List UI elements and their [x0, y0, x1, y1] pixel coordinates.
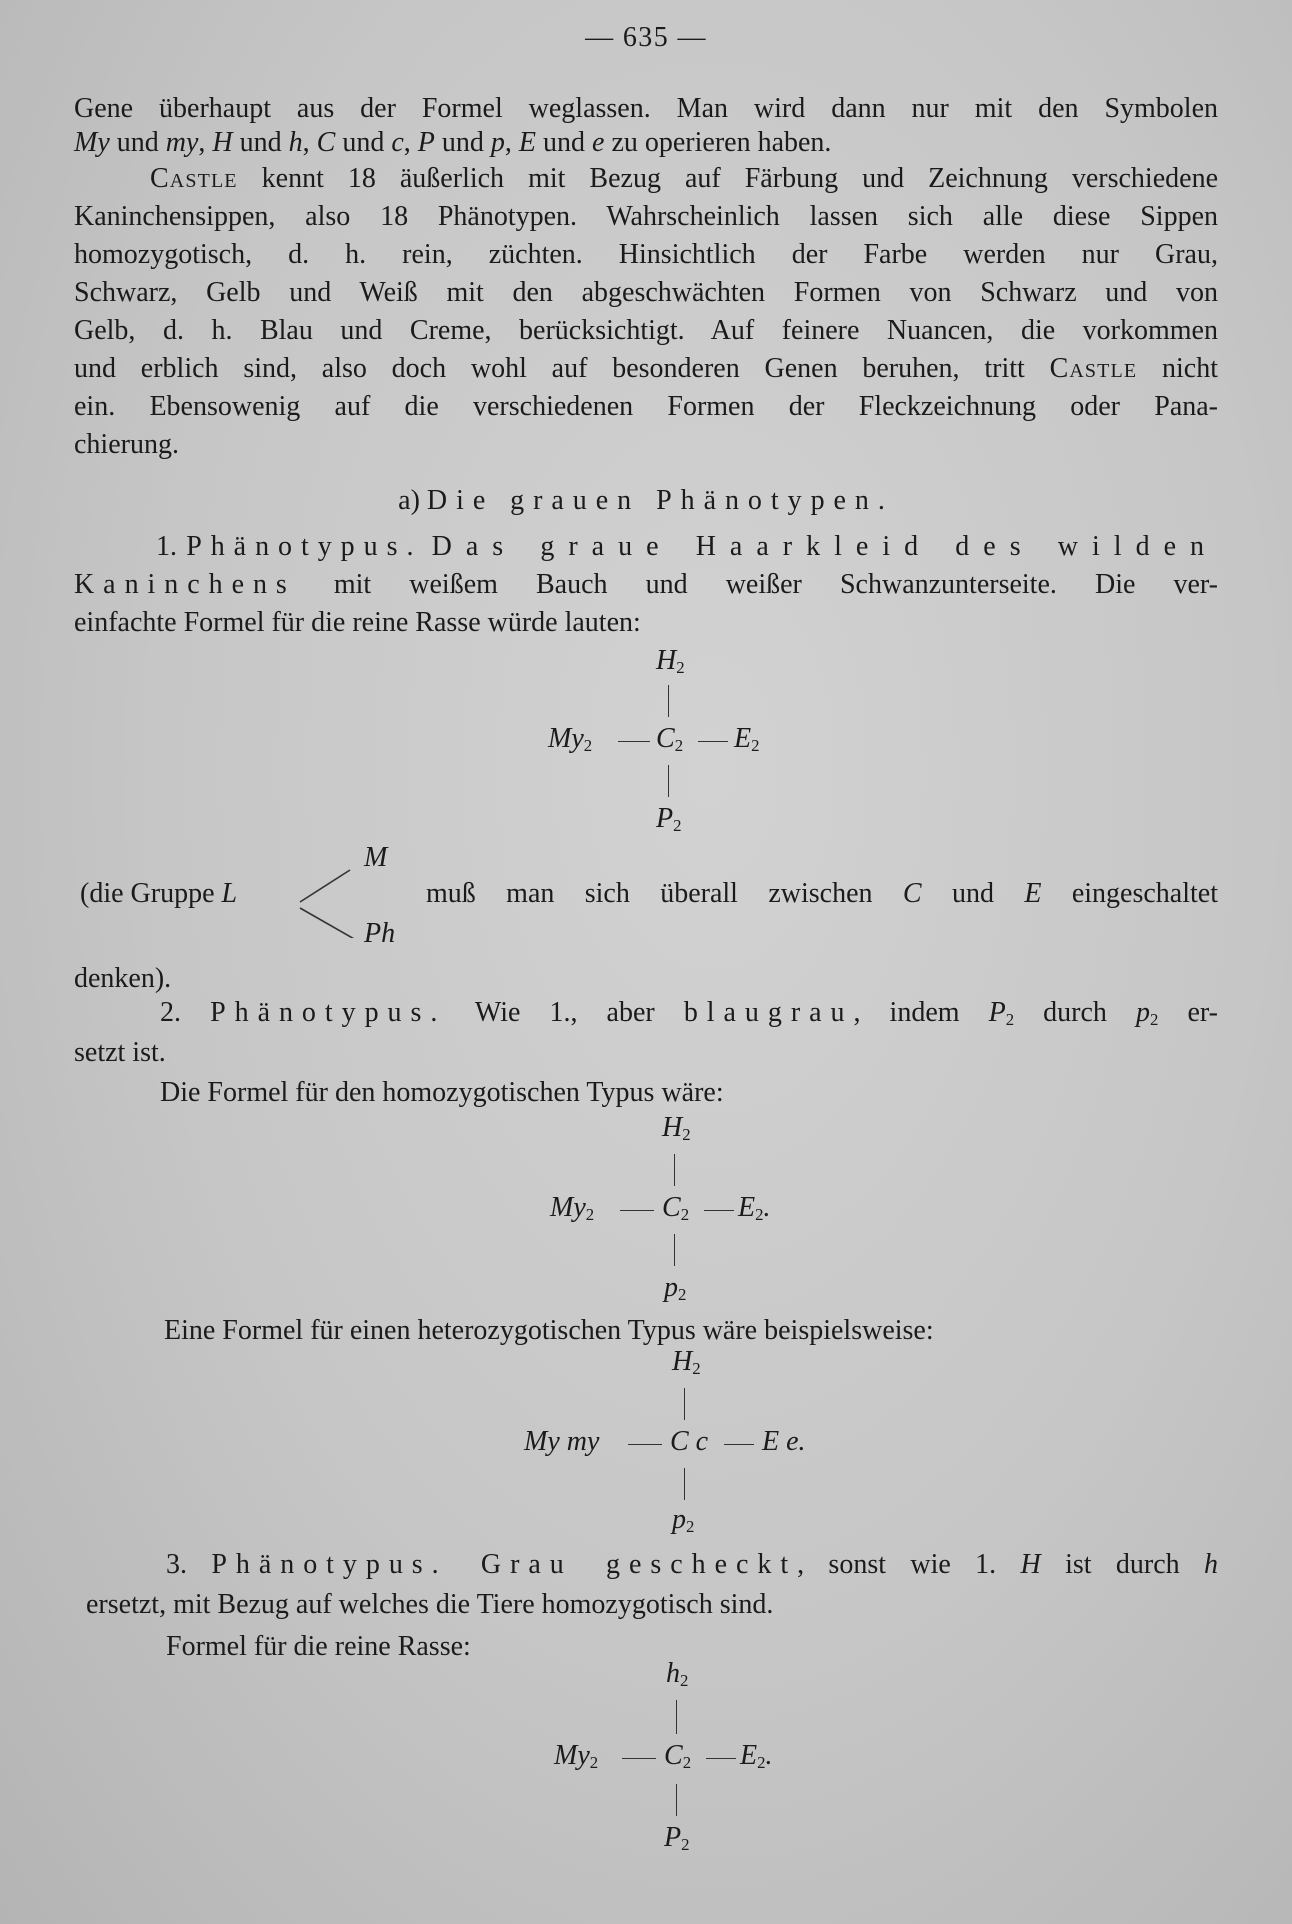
formula-center: $C_2$: [662, 1192, 690, 1225]
formula-4: [540, 1658, 800, 1858]
page-number: — 635 —: [585, 22, 707, 53]
text-segment: ,: [198, 127, 213, 158]
text-segment: und: [335, 127, 392, 158]
formula-left: $My_2$: [554, 1740, 599, 1773]
text-segment: durch: [1014, 997, 1137, 1028]
text-segment: setzt ist.: [74, 1037, 166, 1068]
text-segment: ,: [403, 127, 418, 158]
text-segment: Formel für die reine Rasse:: [166, 1631, 471, 1662]
symbol: c: [391, 127, 404, 158]
formula-top: $H_2$: [656, 645, 685, 678]
bond-line: [628, 1444, 662, 1445]
symbol: P: [988, 997, 1006, 1028]
text-segment: Eine Formel für einen heterozygotischen Typus wäre beispielsweise:: [164, 1315, 934, 1346]
text-segment: Phänotypus.: [186, 531, 423, 562]
bond-line: [668, 685, 669, 717]
text-line: [160, 1076, 1292, 1110]
text-line: [74, 200, 1218, 234]
symbol: p: [1136, 997, 1151, 1028]
text-segment: Die grauen Phänotypen.: [426, 485, 894, 516]
text-segment: , indem: [853, 997, 989, 1028]
text-line: [74, 352, 1218, 386]
text-segment: muß man sich überall zwischen C und E eingeschaltet: [426, 878, 1218, 909]
bond-line: [676, 1784, 677, 1816]
text-segment: Phänotypus.: [210, 997, 447, 1028]
text-segment: ,: [504, 127, 519, 158]
text-segment: homozygotisch, d. h. rein, züchten. Hinsichtlich der Farbe werden nur Grau,: [74, 239, 1218, 270]
text-line: [74, 238, 1218, 272]
text-segment: a): [398, 485, 427, 516]
text-segment: Kaninchens: [74, 569, 296, 600]
author-name: Castle: [1049, 353, 1138, 384]
text-line: [74, 390, 1218, 424]
formula-1: [540, 645, 800, 845]
bond-line: [676, 1700, 677, 1734]
text-segment: und: [536, 127, 592, 158]
text-line: [74, 92, 1218, 126]
text-segment: Die Formel für den homozygotischen Typus wäre:: [160, 1077, 724, 1108]
text-segment: kennt 18 äußerlich mit Bezug auf Färbung und Zeichnung verschiedene: [237, 163, 1218, 194]
formula-bottom: $P_2$: [656, 803, 682, 836]
group-line: [74, 840, 1218, 950]
author-name: Castle: [150, 163, 238, 194]
text-segment: Wie 1., aber: [446, 997, 684, 1028]
formula-center: C c: [670, 1426, 709, 1457]
text-segment: und: [434, 127, 491, 158]
text-segment: Gene überhaupt aus der Formel weglassen. Man wird dann nur mit den Symbolen: [74, 93, 1218, 124]
bond-line: [724, 1444, 754, 1445]
text-line: [156, 530, 1218, 564]
text-line: [74, 314, 1218, 348]
text-segment: zu operieren haben.: [604, 127, 832, 158]
group-branch-bottom: Ph: [364, 918, 396, 949]
formula-3: [520, 1346, 820, 1546]
formula-top: $h_2$: [666, 1658, 689, 1691]
text-segment: ein. Ebensowenig auf die verschiedenen Formen der Fleckzeichnung oder Pana-: [74, 391, 1218, 422]
text-segment: ersetzt, mit Bezug auf welches die Tiere homozygotisch sind.: [86, 1589, 774, 1620]
bond-line: [674, 1154, 675, 1186]
text-segment: ist durch: [1040, 1549, 1205, 1580]
text-segment: chierung.: [74, 429, 179, 460]
text-segment: und: [232, 127, 289, 158]
formula-left: $My_2$: [550, 1192, 595, 1225]
bond-line: [698, 741, 728, 742]
text-line: [74, 568, 1218, 602]
text-segment: 2.: [160, 997, 211, 1028]
text-segment: blaugrau: [683, 997, 854, 1028]
text-line: [166, 1548, 1218, 1582]
text-line: [86, 1588, 1230, 1622]
text-segment: nicht: [1137, 353, 1218, 384]
symbol: p: [490, 127, 505, 158]
symbol: C: [316, 127, 336, 158]
formula-center: $C_2$: [656, 723, 684, 756]
formula-bottom: $P_2$: [664, 1822, 690, 1855]
bond-line: [704, 1210, 734, 1211]
text-line: [160, 996, 1218, 1037]
text-segment: (die Gruppe L: [80, 878, 238, 909]
symbol: P: [417, 127, 435, 158]
bond-line: [684, 1468, 685, 1500]
text-line: [74, 126, 1218, 160]
text-line: [74, 276, 1218, 310]
symbol: E: [518, 127, 536, 158]
bond-line: [684, 1388, 685, 1420]
bond-line: [618, 741, 650, 742]
text-segment: denken).: [74, 963, 172, 994]
formula-top: $H_2$: [672, 1346, 701, 1379]
text-segment: 3.: [166, 1549, 212, 1580]
symbol: h: [1204, 1549, 1219, 1580]
text-segment: Phänotypus.: [211, 1549, 448, 1580]
bond-line: [620, 1210, 654, 1211]
text-segment: ,: [302, 127, 317, 158]
symbol: e: [592, 127, 605, 158]
text-segment: er-: [1158, 997, 1218, 1028]
text-line: [164, 1314, 1292, 1348]
formula-bottom: $p_2$: [672, 1504, 695, 1537]
formula-right: $E_2$.: [738, 1192, 771, 1225]
formula-bottom: $p_2$: [664, 1272, 687, 1305]
formula-2: [540, 1112, 800, 1312]
bond-line: [706, 1758, 736, 1759]
symbol: my: [165, 127, 199, 158]
formula-center: $C_2$: [664, 1740, 692, 1773]
formula-right: $E_2$.: [740, 1740, 773, 1773]
text-segment: und: [109, 127, 166, 158]
subscript: 2: [1150, 1010, 1159, 1030]
symbol: My: [74, 127, 110, 158]
text-segment: 1.: [156, 531, 187, 562]
text-segment: und erblich sind, also doch wohl auf besonderen Genen beruhen, tritt: [74, 353, 1050, 384]
text-segment: Schwarz, Gelb und Weiß mit den abgeschwächten Formen von Schwarz und von: [74, 277, 1218, 308]
text-segment: Kaninchensippen, also 18 Phänotypen. Wahrscheinlich lassen sich alle diese Sippen: [74, 201, 1218, 232]
text-segment: mit weißem Bauch und weißer Schwanzunterseite. Die ver-: [295, 569, 1218, 600]
text-segment: , sonst wie 1.: [797, 1549, 1021, 1580]
bond-line: [674, 1234, 675, 1266]
subscript: 2: [1005, 1010, 1015, 1030]
symbol: H: [212, 127, 233, 158]
bond-line: [668, 765, 669, 797]
text-line: [74, 428, 1218, 462]
symbol: H: [1020, 1549, 1041, 1580]
text-segment: einfachte Formel für die reine Rasse würde lauten:: [74, 607, 641, 638]
text-line: [74, 606, 1218, 640]
formula-right: $E_2$: [734, 723, 760, 756]
symbol: h: [288, 127, 303, 158]
text-segment: Das graue Haarkleid des wilden: [431, 531, 1218, 562]
text-segment: Gelb, d. h. Blau und Creme, berücksichtigt. Auf feinere Nuancen, die vorkommen: [74, 315, 1218, 346]
formula-right: E e.: [762, 1426, 806, 1457]
section-heading: [0, 484, 1292, 518]
bond-line: [622, 1758, 656, 1759]
group-branch-top: M: [364, 842, 388, 873]
text-line: [74, 1036, 1218, 1070]
text-line: [74, 962, 1218, 996]
formula-left: $My_2$: [548, 723, 593, 756]
formula-top: $H_2$: [662, 1112, 691, 1145]
text-segment: Grau gescheckt: [447, 1549, 798, 1580]
formula-left: My my: [524, 1426, 600, 1457]
text-line: [150, 162, 1218, 196]
